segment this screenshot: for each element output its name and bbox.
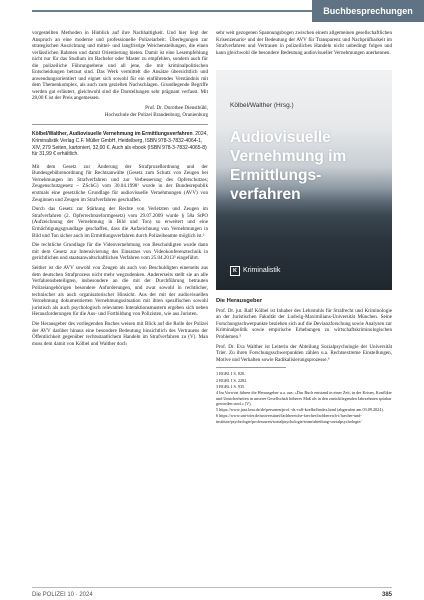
- paragraph: Die Herausgeber des vorliegenden Buches weisen mit Blick auf die Rolle der Polizei der AVV darüber hinaus eine besondere Bedeutung hinsichtlich des Vertrauens der Öffentlichkeit gegenüber rechtsstaatlichem Handeln im Strafverfahren zu (V). Man muss dem damit von Kölbel und Walther doch: [32, 321, 208, 347]
- section-header: [0, 0, 424, 22]
- footnotes: [216, 367, 392, 424]
- editor-bio: Prof. Dr. Eva Walther ist Leiterin der Abteilung Sozialpsychologie der Universität Trier. Zu ihren Forschungsschwerpunkten zählen u.a. Rechtsextreme Einstellungen, Motive und Verhalten sowie Radikalisierungsprozesse.⁶: [216, 343, 392, 363]
- footnote-rule: [216, 367, 286, 368]
- book-cover: [216, 70, 392, 290]
- intro-paragraph: sehr weit gezogenen Spannungsbogen zwischen einem allgemeinen gesellschaftlichen Krisenzenarioᵃ und der Bedeutung der AVV für Transparenz und Nachprüfbarkeit im Strafverfahren und Vertrauen in polizeiliches Handeln nicht unbedingt folgen und kann gleichwohl die besondere Bedeutung audiovisueller Vernehmungen anerkennen.: [216, 30, 392, 56]
- publisher-name: Kriminalistik: [243, 266, 281, 274]
- editor-bio: Prof. Dr. jur. Ralf Kölbel ist Inhaber des Lehrstuhls für Strafrecht und Kriminologie an der Juristischen Fakultät der Ludwig-Maximilians-Universität München. Seine Forschungsschwerpunkte beziehen sich auf die Devianzforschung sowie Analysen zur Kriminalpolitik sowie empirische Erhebungen zu wirtschaftskriminologischen Problemen.⁵: [216, 307, 392, 340]
- divider: [32, 124, 208, 125]
- paragraph: Mit dem Gesetz zur Änderung der Strafprozeßordnung und der Bundesgebührenordnung für Rechtsanwälte (Gesetz zum Schutz von Zeugen bei Vernehmungen im Strafverfahren und zur Verbesserung des Opferschutzes; Zeugenschutzgesetz – ZSchG) vom 30.04.1998¹ wurde in der Bundesrepublik erstmals eine gesetzliche Grundlage für audiovisuelle Vernehmungen (AVV) von Zeuginnen und Zeugen im Strafverfahren geschaffen.: [32, 163, 208, 203]
- publisher-logo: [230, 266, 280, 276]
- footnote: 5 https://www.jura.lmu.de/de/personen/prof.-dr.-ralf-koelbel/index.html (abgerufen am 03.09.2024).: [216, 407, 384, 413]
- footnote: 6 https://www.uni-trier.de/universitaet/fachbereiche-faecher/fachbereich-i/faecher-und-institute/psychologie/professuren/sozialpsychologie/team/abteilung-sozialpsychologie/: [216, 413, 362, 424]
- footer-rule: [32, 587, 392, 588]
- kriminalistik-logo-icon: K: [230, 266, 240, 276]
- paragraph: Seither ist die AVV sowohl von Zeugen als auch von Beschuldigten einerseits aus dem deutschen Strafprozess nicht mehr wegzudenken. Andererseits stellt sie an alle Verfahrensbeteiligten, insbesondere an die mit der Durchführung betrauten Polizeiangehörigen besondere Anforderungen, und zwar sowohl in rechtlicher, technischer als auch organisatorischer Hinsicht. Aus der mit der audiovisuellen Vernehmung dokumentierten Vernehmungssituation mit ihren spezifischen sowohl juristisch als auch psychologisch relevanten Interaktionsmustern ergeben sich neben Herausforderungen für die Aus- und Fortbildung von Polizisten, wie aus Juristen.: [32, 265, 208, 318]
- section-label: Buchbesprechungen: [312, 0, 424, 22]
- paragraph: Die rechtliche Grundlage für die Videovernehmung von Beschuldigten wurde dann mit dem Gesetz zur Intensivierung des Einsatzes von Videokonferenztechnik in gerichtlichen und staatsanwaltschaftlichen Verfahren vom 25.04.2013³ eingeführt.: [32, 242, 208, 262]
- cover-authors: Kölbel/Walther (Hrsg.): [230, 102, 294, 110]
- left-column: [32, 30, 208, 350]
- book-details: . 2024, Kriminalistik Verlag C.F. Müller GmbH, Heidelberg, ISBN 978-3-7832-4064-1, XIV, 279 Seiten, kartoniert, 32,00 €. Auch als ebook (ISBN 978-3-7832-4065-8) für 31,99 € erhältlich.: [32, 131, 208, 158]
- footnote: 2 BGBl. I S. 2282.: [216, 377, 248, 383]
- cover-title: Audiovisuelle Vernehmung im Ermittlungs- verfahren: [230, 129, 347, 204]
- editors-heading: Die Herausgeber: [216, 298, 263, 305]
- reviewer-name: Prof. Dr. Dorothee Dienstbühl,: [145, 105, 208, 112]
- footnote: 4 Im Vorwort führen die Herausgeber u.a. aus: »Das Buch entstand in einer Zeit, in der Krisen, Konflikte und Unsicherheiten in unserer Gesellschaft höheres Maß als in den zurückliegenden Jahrzehnten spürbar geworden sind.« (V).: [216, 390, 392, 406]
- page-number: 385: [381, 592, 392, 598]
- footnote: 3 BGBl. I S. 935.: [216, 384, 246, 389]
- book-title: Kölbel/Walther, Audiovisuelle Vernehmung im Ermittlungsverfahren: [32, 131, 193, 138]
- journal-name: Die POLIZEI 10 · 2024: [32, 592, 93, 598]
- book-info: [32, 131, 208, 157]
- footnote: 1 BGBl. I S. 820.: [216, 371, 246, 377]
- right-column: [216, 30, 392, 425]
- reviewer-affiliation: Hochschule der Polizei Brandenburg, Oranienburg: [104, 111, 208, 118]
- review-text: vorgestellten Methoden in Hinblick auf ihre Nachhaltigkeit. Und hier liegt der Anspruch an eine moderne und professionelle Polizeiarbeit: Überlegungen zur strategischen Ausrichtung und mittel- und langfristige Weichenstellungen, die einen verlässlichen Rahmen und damit Orientierung bieten. Damit ist eine Lesempfehlung nicht nur für das Studium im Bachelor oder Master zu empfehlen, sondern auch für die polizeiliche Führungsebene und all jene, die mit kriminalpolitischen Entscheidungen betraut sind. Das Werk vermittelt die Ansätze übersichtlich und anwendungsorientiert und eignet sich sowohl für ein einführendes Verständnis mit dem Themenkomplex, als auch zum gezielten Nachschlagen. Grundlegende Begriffe werden gut erläutert, gleichwohl sind die Darstellungen sehr prägnant verfasst. Mit 28,00 € ist der Preis angemessen.: [32, 30, 208, 102]
- paragraph: Durch das Gesetz zur Stärkung der Rechte von Verletzten und Zeugen im Strafverfahren (2. Opferrechtsreformgesetz) vom 29.07.2009 wurde § 58a StPO (Aufzeichnung der Vernehmung in Bild und Ton) so erweitert und eine Ermächtigungsgrundlage geschaffen, dass die Aufzeichnung von Vernehmungen in Bild und Ton sicher auch im Ermittlungsverfahren durch Polizeibeamte möglich ist.²: [32, 206, 208, 239]
